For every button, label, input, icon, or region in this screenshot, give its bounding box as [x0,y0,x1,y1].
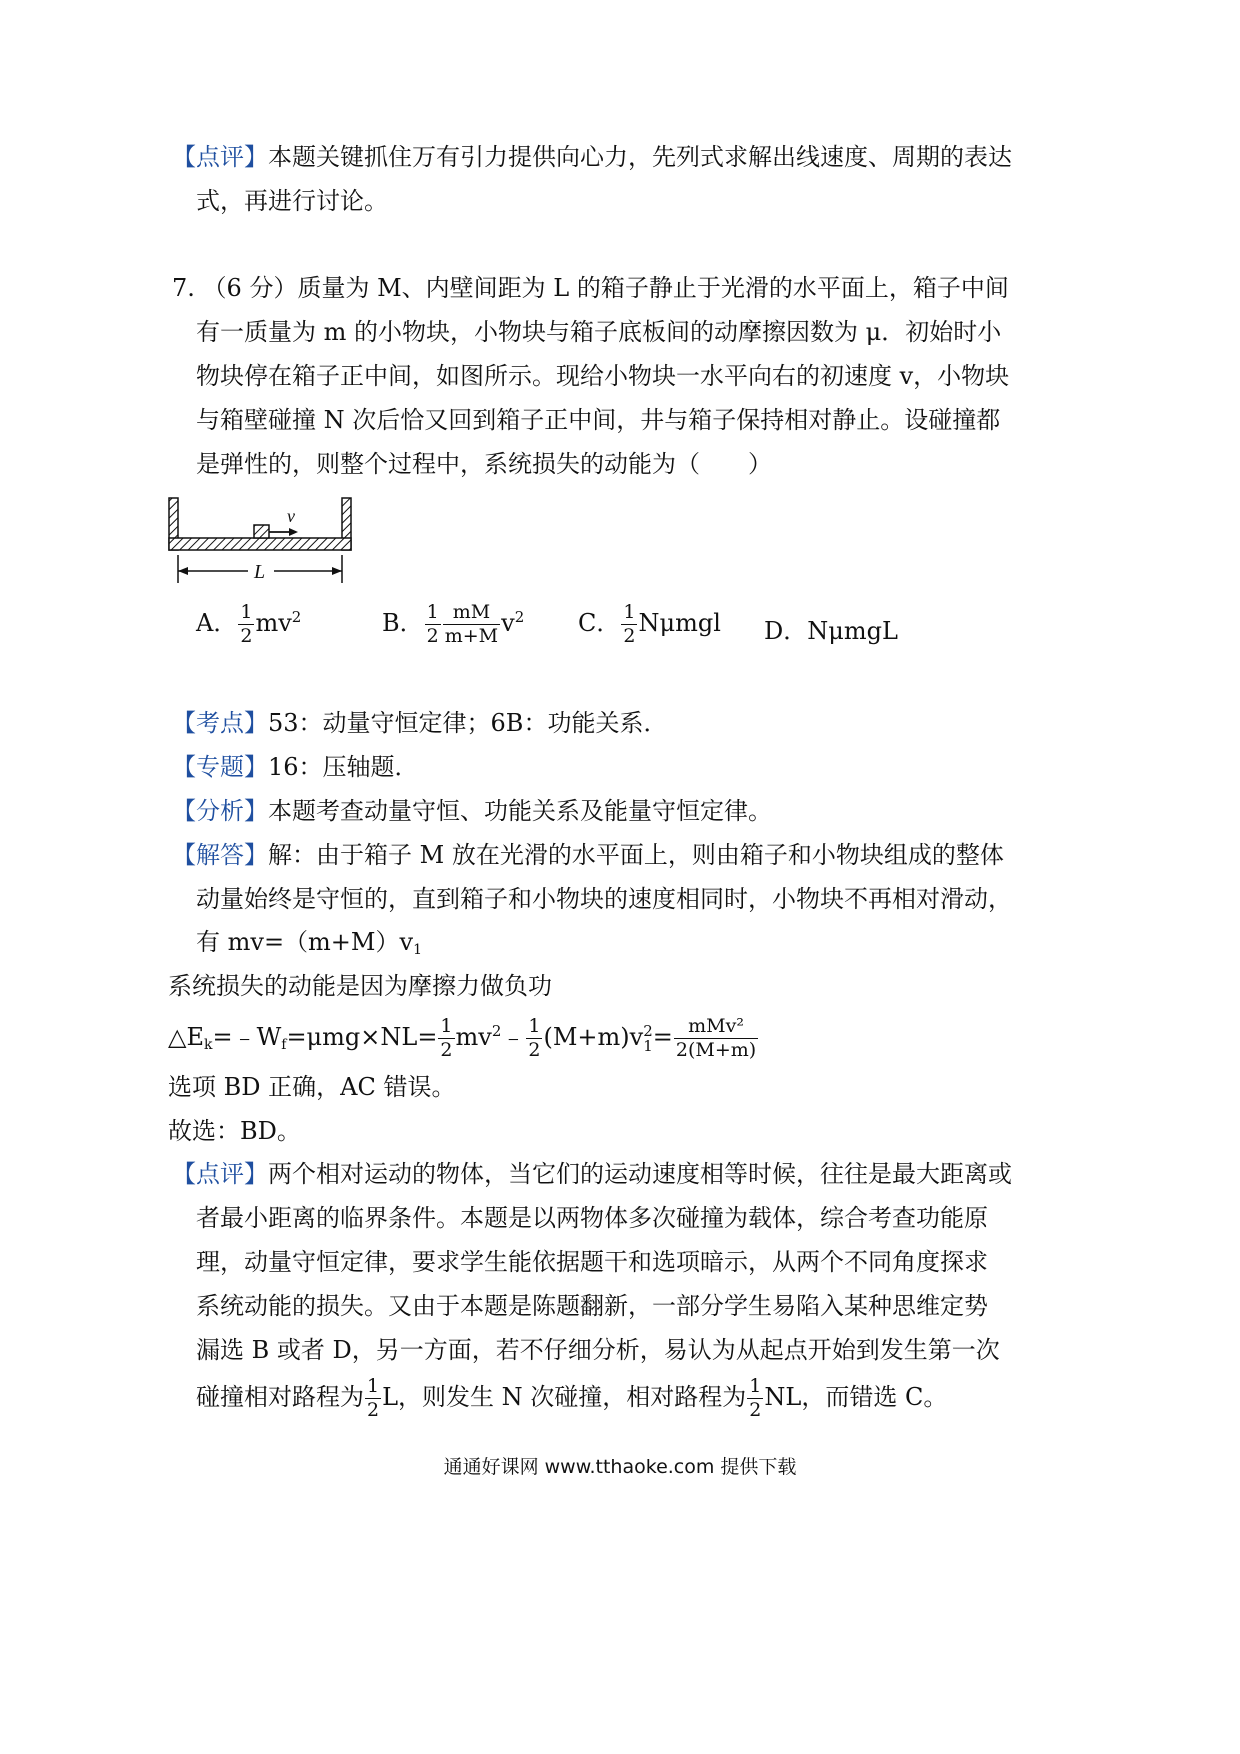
zhuanti-tag: 【专题】 [172,753,268,781]
equation-fraction-3: $\frac{\text{mMv²}}{2(M+m)}$ [675,1015,757,1061]
option-d: D．NμmgL [764,617,898,645]
energy-equation: $\triangle E_k=﹣W_f=\mu mg\times NL=$ $\frac{1}{2}$ $mv^2﹣$ $\frac{1}{2}$ (M+m)v 2 1 = $\frac{\text{mMv²}}{2(M+m)}$ [168,1015,757,1061]
review-line-6: 碰撞相对路程为 $\frac{1}{2}$ L，则发生 N 次碰撞，相对路程为 $\frac{1}{2}$ NL，而错选 C。 [196,1375,948,1421]
option-a-fraction: $\frac{1}{2}$ [240,601,253,647]
velocity-label: v [287,506,295,526]
zhuanti-line: 【专题】16：压轴题． [172,753,419,781]
review-fraction-1: $\frac{1}{2}$ [367,1375,380,1421]
jieda-line-6: 选项 BD 正确，AC 错误。 [168,1073,456,1101]
jieda-line-7: 故选：BD。 [168,1117,301,1145]
option-c: C． $\frac{1}{2}$ Nμmgl [578,601,721,647]
option-b: B． $\frac{1}{2}$ $\frac{mM}{m+M}$ $v^2$ [382,601,525,647]
review-fraction-2: $\frac{1}{2}$ [749,1375,762,1421]
review-line-3: 理，动量守恒定律，要求学生能依据题干和选项暗示，从两个不同角度探求 [196,1248,988,1276]
equation-fraction-2: $\frac{1}{2}$ [528,1015,541,1061]
fenxi-tag: 【分析】 [172,797,268,825]
equation-fraction-1: $\frac{1}{2}$ [440,1015,453,1061]
review-line-4: 系统动能的损失。又由于本题是陈题翻新，一部分学生易陷入某种思维定势 [196,1292,988,1320]
small-block [254,525,269,538]
question-line-4: 与箱壁碰撞 N 次后恰又回到箱子正中间，井与箱子保持相对静止。设碰撞都 [196,406,1001,434]
length-label: L [254,561,266,583]
length-arrowhead-right [332,567,342,575]
option-b-fraction-2: $\frac{mM}{m+M}$ [444,601,499,647]
jieda-tag: 【解答】 [172,841,268,869]
option-c-fraction: $\frac{1}{2}$ [623,601,636,647]
option-b-fraction-1: $\frac{1}{2}$ [426,601,439,647]
jieda-line-2: 动量始终是守恒的，直到箱子和小物块的速度相同时，小物块不再相对滑动， [196,885,1012,913]
question-line-5: 是弹性的，则整个过程中，系统损失的动能为（ ） [196,450,772,478]
box-floor [169,538,351,550]
review-prev-line-1: 【点评】本题关键抓住万有引力提供向心力，先列式求解出线速度、周期的表达 [172,143,1012,171]
page-footer: 通通好课网 www.tthaoke.com 提供下载 [443,1456,797,1478]
kaodian-line: 【考点】53：动量守恒定律；6B：功能关系． [172,709,668,737]
review-line-2: 者最小距离的临界条件。本题是以两物体多次碰撞为载体，综合考查功能原 [196,1204,988,1232]
review-line-1: 【点评】两个相对运动的物体，当它们的运动速度相等时候，往往是最大距离或 [172,1160,1012,1188]
jieda-line-3: 有 $mv=(m+M)v_1$ [196,928,422,958]
length-arrowhead-left [178,567,188,575]
question-score: （6 分） [202,274,298,302]
jieda-line-1: 【解答】解：由于箱子 M 放在光滑的水平面上，则由箱子和小物块组成的整体 [172,841,1004,869]
velocity-arrowhead [289,528,298,536]
question-number: 7. [172,274,195,302]
question-line-3: 物块停在箱子正中间，如图所示。现给小物块一水平向右的初速度 v，小物块 [196,362,1010,390]
box-figure [166,495,366,590]
review-line-5: 漏选 B 或者 D，另一方面，若不仔细分析，易认为从起点开始到发生第一次 [196,1336,1000,1364]
review-prev-line-2: 式，再进行讨论。 [196,187,388,215]
fenxi-line: 【分析】本题考查动量守恒、功能关系及能量守恒定律。 [172,797,772,825]
review-prev-tag: 【点评】 [172,143,268,171]
review-tag: 【点评】 [172,1160,268,1188]
kaodian-tag: 【考点】 [172,709,268,737]
question-line-2: 有一质量为 m 的小物块，小物块与箱子底板间的动摩擦因数为 μ．初始时小 [196,318,1002,346]
question-line-1: 7. （6 分）质量为 M、内壁间距为 L 的箱子静止于光滑的水平面上，箱子中间 [172,274,1009,302]
jieda-line-4: 系统损失的动能是因为摩擦力做负功 [168,972,552,1000]
option-a: A． $\frac{1}{2}$ $mv^2$ [196,601,302,647]
